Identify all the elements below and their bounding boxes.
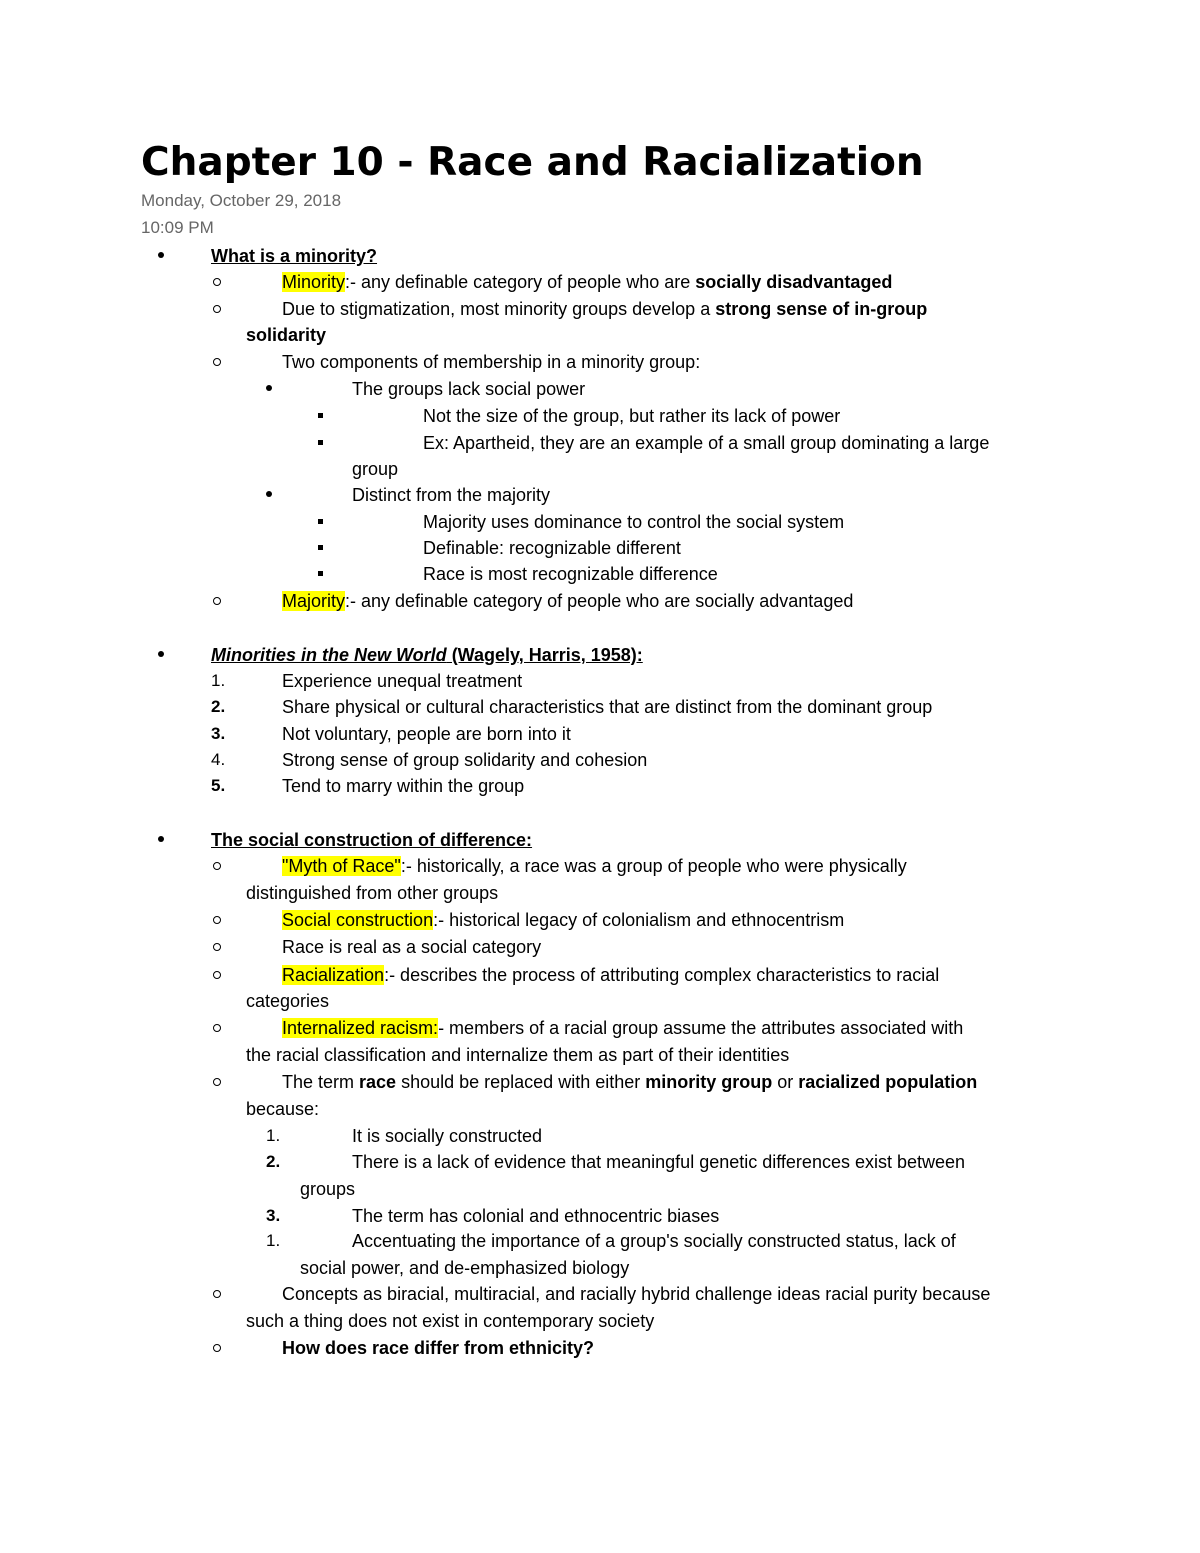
body-text: Majority uses dominance to control the social system: [423, 512, 845, 532]
body-text: There is a lack of evidence that meaningful genetic differences exist between: [352, 1152, 966, 1172]
square-bullet-icon: [318, 561, 323, 587]
list-number: 3.: [266, 1206, 281, 1225]
body-text: the racial classification and internalize them as part of their identities: [246, 1045, 790, 1065]
list-item: [0, 1015, 1200, 1041]
list-item: [0, 509, 1200, 535]
list-item: [0, 1228, 1200, 1254]
list-item-continuation: [0, 1096, 1200, 1122]
list-number: 1.: [266, 1126, 281, 1145]
circle-bullet-icon: [213, 1069, 221, 1095]
list-item-continuation: [0, 1308, 1200, 1334]
list-item: [0, 642, 1200, 668]
list-item: The term race should be replaced with either minority group or racialized population: [0, 1069, 1200, 1095]
emphasis-text: strong sense of in-group: [715, 299, 928, 319]
list-item: [0, 853, 1200, 879]
term-minority: Minority: [282, 272, 346, 292]
term-social-construction: Social construction: [282, 910, 434, 930]
emphasis-text: socially disadvantaged: [695, 272, 893, 292]
list-item: [0, 747, 1200, 773]
body-text: Definable: recognizable different: [423, 538, 681, 558]
circle-bullet-icon: [213, 934, 221, 960]
list-number: 2.: [266, 1152, 281, 1171]
list-item: [0, 934, 1200, 960]
list-item: [0, 243, 1200, 269]
body-text: Ex: Apartheid, they are an example of a small group dominating a large: [423, 433, 990, 453]
list-item: [0, 1203, 1200, 1229]
body-text: Distinct from the majority: [352, 485, 551, 505]
circle-bullet-icon: [213, 907, 221, 933]
list-item: [0, 694, 1200, 720]
definition-text: :- describes the process of attributing complex characteristics to racial: [384, 965, 940, 985]
body-text: It is socially constructed: [352, 1126, 543, 1146]
body-text: Race is real as a social category: [282, 937, 542, 957]
list-number: 4.: [211, 750, 226, 769]
section-heading-social-construction: The social construction of difference:: [211, 830, 533, 850]
definition-text: :- historical legacy of colonialism and ethnocentrism: [433, 910, 845, 930]
list-item: [0, 430, 1200, 456]
body-text: Not the size of the group, but rather its lack of power: [423, 406, 841, 426]
circle-bullet-icon: [213, 853, 221, 879]
list-item: [0, 721, 1200, 747]
square-bullet-icon: [318, 535, 323, 561]
body-text: Due to stigmatization, most minority groups develop a: [282, 299, 716, 319]
list-item: [0, 535, 1200, 561]
list-number: 5.: [211, 776, 226, 795]
list-item: [0, 482, 1200, 508]
list-item: [0, 907, 1200, 933]
note-time: 10:09 PM: [141, 218, 214, 237]
list-item: [0, 349, 1200, 375]
list-item: [0, 1123, 1200, 1149]
list-item-continuation: [0, 322, 1200, 348]
definition-text: :- any definable category of people who are socially advantaged: [345, 591, 854, 611]
circle-bullet-icon: [213, 1335, 221, 1361]
body-text: Accentuating the importance of a group's socially constructed status, lack of: [352, 1231, 956, 1251]
body-text: Not voluntary, people are born into it: [282, 724, 571, 744]
body-text: Strong sense of group solidarity and cohesion: [282, 750, 648, 770]
square-bullet-icon: [318, 403, 323, 429]
definition-text: :- any definable category of people who are: [345, 272, 696, 292]
circle-bullet-icon: [213, 588, 221, 614]
body-text: Race is most recognizable difference: [423, 564, 718, 584]
bullet-icon: [158, 827, 164, 853]
body-text: group: [352, 459, 399, 479]
section-heading-minority: What is a minority?: [211, 246, 378, 266]
page-title: Chapter 10 - Race and Racialization: [141, 140, 924, 185]
bullet-icon: [266, 376, 272, 402]
list-item: [0, 376, 1200, 402]
list-item: [0, 561, 1200, 587]
bullet-icon: [266, 482, 272, 508]
list-number: 1.: [211, 671, 226, 690]
bullet-icon: [158, 642, 164, 668]
emphasis-text: solidarity: [246, 325, 327, 345]
list-item-continuation: [0, 1176, 1200, 1202]
body-text: groups: [300, 1179, 356, 1199]
list-number: 2.: [211, 697, 226, 716]
list-item: [0, 403, 1200, 429]
term-racialization: Racialization: [282, 965, 385, 985]
list-item: [0, 1281, 1200, 1307]
circle-bullet-icon: [213, 1015, 221, 1041]
body-text: Concepts as biracial, multiracial, and racially hybrid challenge ideas racial purity because: [282, 1284, 991, 1304]
body-text: Experience unequal treatment: [282, 671, 523, 691]
list-item: [0, 668, 1200, 694]
list-item-continuation: [0, 1042, 1200, 1068]
list-item: [0, 1149, 1200, 1175]
square-bullet-icon: [318, 430, 323, 456]
body-text: Share physical or cultural characteristics that are distinct from the dominant group: [282, 697, 933, 717]
definition-text: :- historically, a race was a group of people who were physically: [400, 856, 907, 876]
circle-bullet-icon: [213, 349, 221, 375]
list-item-continuation: [0, 880, 1200, 906]
list-item-continuation: [0, 988, 1200, 1014]
list-number: 3.: [211, 724, 226, 743]
term-myth-of-race: "Myth of Race": [282, 856, 401, 876]
circle-bullet-icon: [213, 269, 221, 295]
list-item: [0, 1335, 1200, 1361]
body-text: The term has colonial and ethnocentric biases: [352, 1206, 720, 1226]
circle-bullet-icon: [213, 962, 221, 988]
definition-text: - members of a racial group assume the attributes associated with: [438, 1018, 964, 1038]
list-item: [0, 588, 1200, 614]
list-item-continuation: [0, 1255, 1200, 1281]
list-item: [0, 827, 1200, 853]
body-text: distinguished from other groups: [246, 883, 499, 903]
term-majority: Majority: [282, 591, 346, 611]
section-heading-new-world: Minorities in the New World (Wagely, Harris, 1958):: [211, 645, 643, 665]
list-item: [0, 296, 1200, 322]
circle-bullet-icon: [213, 296, 221, 322]
square-bullet-icon: [318, 509, 323, 535]
body-text: such a thing does not exist in contemporary society: [246, 1311, 655, 1331]
body-text: social power, and de-emphasized biology: [300, 1258, 630, 1278]
list-item: [0, 962, 1200, 988]
list-item: [0, 773, 1200, 799]
body-text: Tend to marry within the group: [282, 776, 525, 796]
body-text: because:: [246, 1099, 320, 1119]
bullet-icon: [158, 243, 164, 269]
body-text: categories: [246, 991, 330, 1011]
term-internalized-racism: Internalized racism:: [282, 1018, 439, 1038]
list-item: [0, 269, 1200, 295]
note-date: Monday, October 29, 2018: [141, 191, 342, 210]
circle-bullet-icon: [213, 1281, 221, 1307]
body-text: Two components of membership in a minority group:: [282, 352, 701, 372]
list-number: 1.: [266, 1231, 281, 1250]
list-item-continuation: [0, 456, 1200, 482]
question-text: How does race differ from ethnicity?: [282, 1338, 595, 1358]
body-text: The groups lack social power: [352, 379, 586, 399]
